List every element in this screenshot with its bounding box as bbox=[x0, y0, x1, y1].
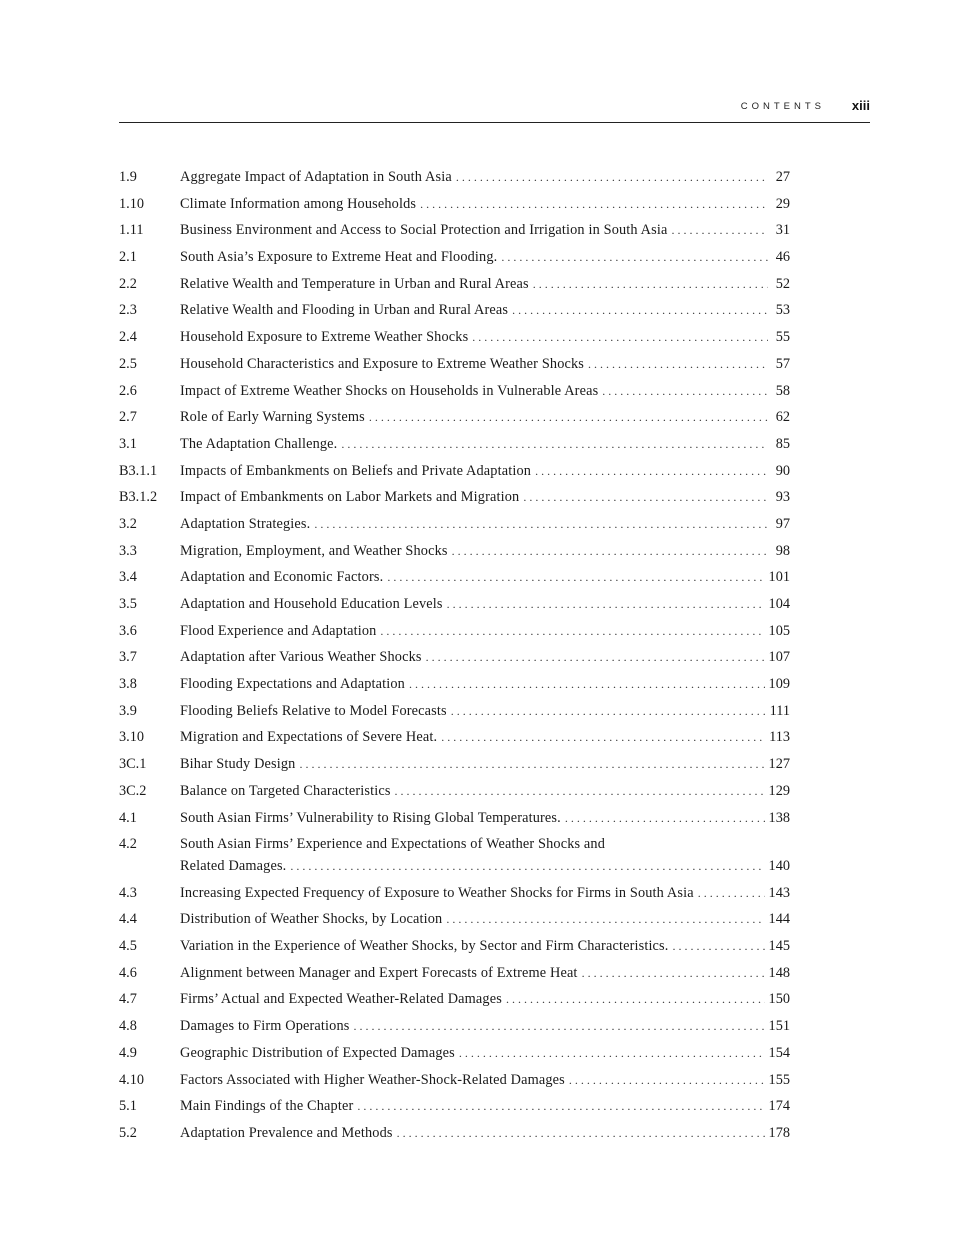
entry-number: 3.7 bbox=[119, 649, 137, 666]
page-number: xiii bbox=[851, 98, 870, 113]
entry-number: 4.7 bbox=[119, 991, 137, 1008]
toc-entry[interactable] bbox=[119, 297, 790, 324]
entry-title: Impact of Extreme Weather Shocks on Households in Vulnerable Areas bbox=[180, 382, 599, 399]
entry-page: 53 bbox=[775, 302, 790, 319]
entry-page: 109 bbox=[768, 676, 790, 693]
entry-title: Climate Information among Households bbox=[180, 195, 417, 212]
entry-number: 1.9 bbox=[119, 169, 137, 185]
dot-leader bbox=[447, 591, 765, 618]
toc-entry[interactable] bbox=[119, 1067, 790, 1094]
entry-page: 55 bbox=[775, 329, 790, 346]
toc-entry[interactable] bbox=[119, 906, 790, 933]
dot-leader bbox=[582, 960, 765, 987]
entry-title: Adaptation and Household Education Levels bbox=[180, 596, 443, 612]
entry-title: Damages to Firm Operations bbox=[180, 1018, 350, 1035]
entry-page: 155 bbox=[768, 1071, 790, 1088]
toc-entry[interactable] bbox=[119, 986, 790, 1013]
entry-title: Geographic Distribution of Expected Damages bbox=[180, 1044, 455, 1061]
entry-page: 29 bbox=[775, 195, 790, 212]
entry-title: Relative Wealth and Temperature in Urban and Rural Areas bbox=[180, 275, 529, 292]
entry-title-continued: Related Damages. bbox=[180, 857, 287, 874]
entry-title: Business Environment and Access to Social Protection and Irrigation in South Asia bbox=[180, 222, 668, 239]
dot-leader bbox=[456, 164, 768, 191]
dot-leader bbox=[673, 933, 765, 960]
entry-number: 3.1 bbox=[119, 435, 137, 452]
entry-title: Flooding Beliefs Relative to Model Forecasts bbox=[180, 702, 447, 719]
dot-leader bbox=[501, 244, 768, 271]
dot-leader bbox=[314, 511, 768, 538]
entry-title: Adaptation Strategies. bbox=[180, 515, 311, 532]
entry-page: 140 bbox=[768, 857, 790, 874]
entry-number: 2.5 bbox=[119, 355, 137, 372]
toc-entry[interactable] bbox=[119, 778, 790, 805]
entry-title: Migration, Employment, and Weather Shocks bbox=[180, 542, 448, 559]
entry-number: 2.4 bbox=[119, 329, 137, 346]
entry-number: B3.1.2 bbox=[119, 489, 158, 506]
entry-page: 151 bbox=[768, 1018, 790, 1035]
toc-entry[interactable] bbox=[119, 191, 790, 218]
dot-leader bbox=[533, 271, 768, 298]
entry-page: 154 bbox=[768, 1044, 790, 1061]
entry-number: B3.1.1 bbox=[119, 462, 158, 479]
entry-page: 97 bbox=[775, 515, 790, 532]
entry-number: 2.7 bbox=[119, 409, 137, 426]
entry-title: Factors Associated with Higher Weather-Shock-Related Damages bbox=[180, 1071, 565, 1088]
entry-page: 138 bbox=[768, 809, 790, 826]
entry-number: 4.4 bbox=[119, 911, 137, 928]
entry-page: 46 bbox=[775, 249, 790, 266]
entry-number: 4.6 bbox=[119, 964, 137, 981]
toc-entry[interactable] bbox=[119, 724, 790, 751]
toc-entry[interactable] bbox=[119, 831, 790, 880]
entry-page: 98 bbox=[775, 542, 790, 559]
entry-page: 101 bbox=[768, 569, 790, 586]
dot-leader bbox=[535, 458, 768, 485]
entry-number: 5.2 bbox=[119, 1124, 137, 1141]
entry-title: Relative Wealth and Flooding in Urban and Rural Areas bbox=[180, 302, 509, 319]
entry-title: Impact of Embankments on Labor Markets and Migration bbox=[180, 489, 520, 506]
entry-title: Variation in the Experience of Weather Shocks, by Sector and Firm Characteristics. bbox=[180, 938, 669, 955]
entry-title: Migration and Expectations of Severe Heat. bbox=[180, 729, 438, 746]
dot-leader bbox=[506, 986, 765, 1013]
toc-entry[interactable] bbox=[119, 164, 790, 191]
entry-title: Increasing Expected Frequency of Exposure to Weather Shocks for Firms in South Asia bbox=[180, 884, 694, 901]
entry-page: 52 bbox=[775, 275, 790, 292]
dot-leader bbox=[420, 191, 768, 218]
entry-page: 90 bbox=[775, 462, 790, 479]
dot-leader bbox=[698, 880, 765, 907]
entry-number: 4.10 bbox=[119, 1071, 145, 1088]
entry-number: 2.6 bbox=[119, 382, 137, 399]
dot-leader bbox=[426, 644, 765, 671]
dot-leader bbox=[451, 698, 766, 725]
toc-entry[interactable] bbox=[119, 511, 790, 538]
toc-entry[interactable] bbox=[119, 960, 790, 987]
toc-entry[interactable] bbox=[119, 618, 790, 645]
dot-leader bbox=[380, 618, 764, 645]
entry-number: 2.1 bbox=[119, 249, 137, 266]
entry-title: Adaptation after Various Weather Shocks bbox=[180, 649, 422, 666]
entry-number: 4.5 bbox=[119, 938, 137, 955]
dot-leader bbox=[512, 297, 768, 324]
toc-entry[interactable] bbox=[119, 644, 790, 671]
toc-entry[interactable] bbox=[119, 1040, 790, 1067]
toc-entry[interactable] bbox=[119, 484, 790, 511]
entry-title: South Asian Firms’ Vulnerability to Rising Global Temperatures. bbox=[180, 809, 561, 826]
entry-number: 2.2 bbox=[119, 275, 137, 292]
entry-title: Firms’ Actual and Expected Weather-Related Damages bbox=[180, 991, 502, 1008]
entry-title: The Adaptation Challenge. bbox=[180, 435, 338, 452]
entry-page: 174 bbox=[768, 1098, 790, 1115]
entry-title: Flood Experience and Adaptation bbox=[180, 622, 377, 639]
entry-number: 3C.1 bbox=[119, 756, 147, 773]
entry-page: 104 bbox=[768, 596, 790, 612]
entry-number: 4.8 bbox=[119, 1018, 137, 1035]
entry-number: 4.2 bbox=[119, 836, 137, 853]
entry-title: Role of Early Warning Systems bbox=[180, 409, 365, 426]
entry-number: 3.2 bbox=[119, 515, 137, 532]
entry-title: Flooding Expectations and Adaptation bbox=[180, 676, 405, 693]
dot-leader bbox=[299, 751, 764, 778]
dot-leader bbox=[441, 724, 765, 751]
entry-number: 2.3 bbox=[119, 302, 137, 319]
dot-leader bbox=[353, 1013, 764, 1040]
entry-number: 3.3 bbox=[119, 542, 137, 559]
dot-leader bbox=[452, 538, 768, 565]
toc-entry[interactable] bbox=[119, 933, 790, 960]
entry-title: South Asia’s Exposure to Extreme Heat and Flooding. bbox=[180, 249, 498, 266]
entry-title: Household Exposure to Extreme Weather Shocks bbox=[180, 329, 469, 346]
entry-number: 4.3 bbox=[119, 884, 137, 901]
toc-entry[interactable] bbox=[119, 1093, 790, 1120]
entry-number: 3.8 bbox=[119, 676, 137, 693]
toc-entry[interactable] bbox=[119, 671, 790, 698]
toc-entry[interactable] bbox=[119, 1120, 790, 1147]
entry-title: Bihar Study Design bbox=[180, 756, 296, 773]
toc-entry[interactable] bbox=[119, 880, 790, 907]
toc-entry[interactable] bbox=[119, 351, 790, 378]
entry-title: South Asian Firms’ Experience and Expectations of Weather Shocks and bbox=[180, 836, 606, 853]
entry-page: 148 bbox=[768, 964, 790, 981]
toc-entry[interactable] bbox=[119, 431, 790, 458]
entry-title: Adaptation and Economic Factors. bbox=[180, 569, 384, 586]
entry-number: 3.5 bbox=[119, 596, 137, 612]
toc-entry[interactable] bbox=[119, 458, 790, 485]
entry-number: 4.9 bbox=[119, 1044, 137, 1061]
entry-number: 3.6 bbox=[119, 622, 137, 639]
entry-title: Distribution of Weather Shocks, by Location bbox=[180, 911, 443, 928]
toc-entry[interactable] bbox=[119, 217, 790, 244]
dot-leader bbox=[369, 404, 768, 431]
entry-page: 57 bbox=[775, 355, 790, 372]
entry-page: 178 bbox=[768, 1124, 790, 1141]
dot-leader bbox=[357, 1093, 764, 1120]
entry-number: 3.10 bbox=[119, 729, 145, 746]
dot-leader bbox=[523, 484, 768, 511]
entry-page: 127 bbox=[768, 756, 790, 773]
dot-leader bbox=[341, 431, 768, 458]
dot-leader bbox=[472, 324, 768, 351]
entry-page: 27 bbox=[775, 169, 790, 185]
dot-leader bbox=[395, 778, 765, 805]
entry-page: 85 bbox=[775, 435, 790, 452]
dot-leader bbox=[409, 671, 765, 698]
entry-page: 143 bbox=[768, 884, 790, 901]
contents-list bbox=[119, 164, 790, 1147]
toc-entry[interactable] bbox=[119, 591, 790, 618]
toc-entry[interactable] bbox=[119, 564, 790, 591]
entry-page: 107 bbox=[768, 649, 790, 666]
entry-title: Impacts of Embankments on Beliefs and Private Adaptation bbox=[180, 462, 532, 479]
entry-number: 1.10 bbox=[119, 195, 145, 212]
toc-entry[interactable] bbox=[119, 244, 790, 271]
dot-leader bbox=[602, 378, 768, 405]
entry-title: Household Characteristics and Exposure to Extreme Weather Shocks bbox=[180, 355, 585, 372]
entry-number: 1.11 bbox=[119, 222, 144, 239]
entry-page: 111 bbox=[769, 702, 790, 719]
entry-number: 3.4 bbox=[119, 569, 137, 586]
entry-page: 31 bbox=[775, 222, 790, 239]
entry-page: 150 bbox=[768, 991, 790, 1008]
dot-leader bbox=[588, 351, 768, 378]
toc-entry[interactable] bbox=[119, 324, 790, 351]
entry-title: Alignment between Manager and Expert Forecasts of Extreme Heat bbox=[180, 964, 578, 981]
dot-leader bbox=[446, 906, 764, 933]
entry-page: 93 bbox=[775, 489, 790, 506]
entry-page: 129 bbox=[768, 782, 790, 799]
toc-entry[interactable] bbox=[119, 698, 790, 725]
entry-number: 4.1 bbox=[119, 809, 137, 826]
dot-leader bbox=[565, 805, 765, 832]
entry-title: Aggregate Impact of Adaptation in South Asia bbox=[180, 169, 452, 185]
running-head bbox=[119, 98, 870, 123]
entry-number: 5.1 bbox=[119, 1098, 137, 1115]
entry-number: 3.9 bbox=[119, 702, 137, 719]
entry-page: 105 bbox=[768, 622, 790, 639]
dot-leader bbox=[569, 1067, 765, 1094]
entry-page: 113 bbox=[769, 729, 790, 746]
entry-page: 144 bbox=[768, 911, 790, 928]
toc-entry[interactable] bbox=[119, 538, 790, 565]
toc-entry[interactable] bbox=[119, 271, 790, 298]
dot-leader bbox=[671, 217, 768, 244]
dot-leader bbox=[290, 853, 764, 880]
dot-leader bbox=[459, 1040, 765, 1067]
running-head-label: CONTENTS bbox=[740, 101, 825, 112]
entry-title: Adaptation Prevalence and Methods bbox=[180, 1124, 393, 1141]
toc-entry[interactable] bbox=[119, 751, 790, 778]
toc-entry[interactable] bbox=[119, 1013, 790, 1040]
entry-title: Main Findings of the Chapter bbox=[180, 1098, 354, 1115]
entry-page: 62 bbox=[775, 409, 790, 426]
toc-entry[interactable] bbox=[119, 805, 790, 832]
toc-entry[interactable] bbox=[119, 404, 790, 431]
entry-page: 145 bbox=[768, 938, 790, 955]
toc-entry[interactable] bbox=[119, 378, 790, 405]
entry-number: 3C.2 bbox=[119, 782, 147, 799]
entry-page: 58 bbox=[775, 382, 790, 399]
dot-leader bbox=[397, 1120, 765, 1147]
dot-leader bbox=[387, 564, 764, 591]
entry-title: Balance on Targeted Characteristics bbox=[180, 782, 391, 799]
